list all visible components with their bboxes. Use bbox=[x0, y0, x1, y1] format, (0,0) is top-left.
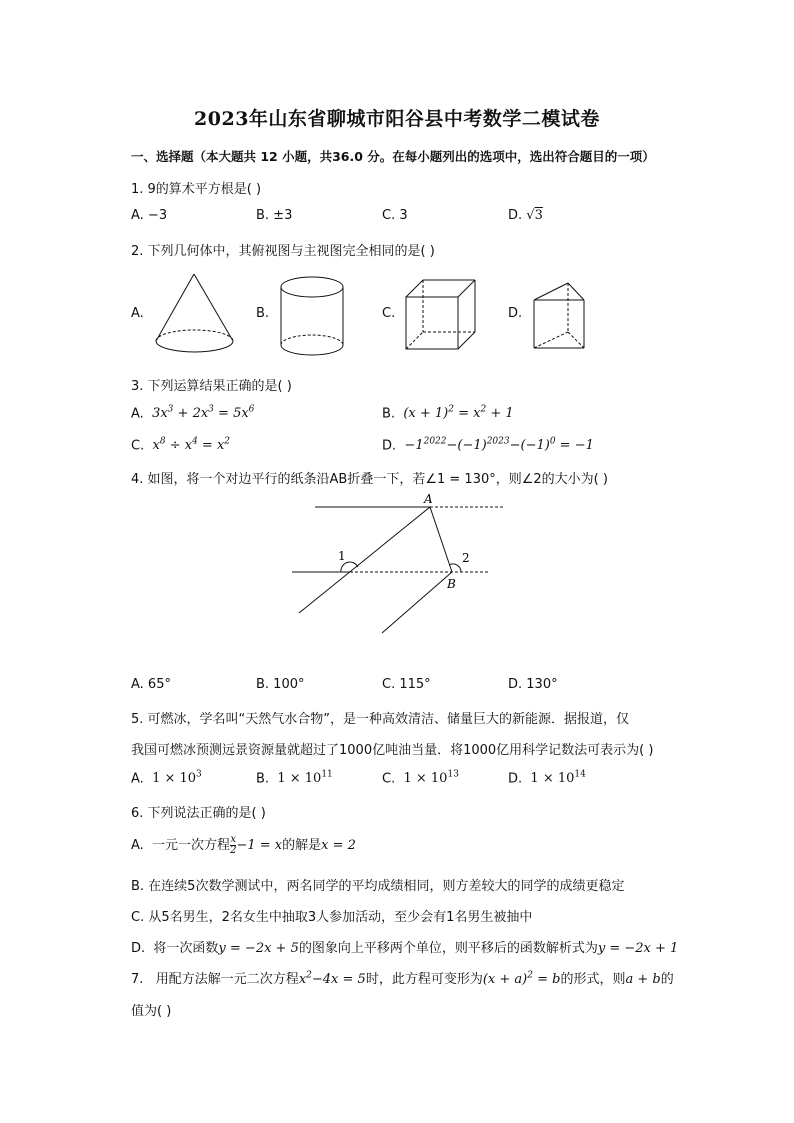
label-2: 2 bbox=[462, 551, 470, 565]
q3-option-a: A. $3x^3 + 2x^3 = 5x^6$ bbox=[131, 405, 255, 422]
q1-option-c: C. 3 bbox=[382, 208, 408, 223]
cylinder-figure bbox=[278, 276, 348, 358]
q1-option-d: D. √3 bbox=[508, 208, 543, 223]
cube-figure bbox=[405, 279, 477, 351]
q6-option-b: B. 在连续5次数学测试中，两名同学的平均成绩相同，则方差较大的同学的成绩更稳定 bbox=[131, 879, 625, 894]
q4-option-a: A. 65° bbox=[131, 677, 171, 692]
q7-line2: 值为( ) bbox=[131, 1004, 172, 1019]
label-b: B bbox=[447, 577, 456, 591]
q5-line1: 5. 可燃冰，学名叫“天然气水合物”，是一种高效清洁、储量巨大的新能源．据报道，仅 bbox=[131, 712, 630, 727]
q3-option-d: D. $-1^{2022}-(-1)^{2023}-(-1)^0 = -1$ bbox=[382, 437, 594, 454]
q4-stem: 4. 如图，将一个对边平行的纸条沿AB折叠一下，若∠1 = 130°，则∠2的大小为( ) bbox=[131, 472, 608, 487]
q4-option-d: D. 130° bbox=[508, 677, 558, 692]
prism-figure bbox=[532, 282, 588, 350]
label-1: 1 bbox=[338, 549, 346, 563]
q4-option-c: C. 115° bbox=[382, 677, 431, 692]
q2-option-d: D. bbox=[508, 306, 523, 321]
q4-fold-figure bbox=[285, 490, 510, 640]
q6-option-d: D. 将一次函数y = −2x + 5的图象向上平移两个单位，则平移后的函数解析式为y = −2x + 1 bbox=[131, 941, 679, 956]
q2-option-c: C. bbox=[382, 306, 396, 321]
section-header: 一、选择题（本大题共 12 小题，共36.0 分。在每小题列出的选项中，选出符合题目的一项） bbox=[131, 149, 655, 164]
cone-figure bbox=[150, 272, 240, 358]
q3-option-b: B. $(x + 1)^2 = x^2 + 1$ bbox=[382, 405, 514, 422]
q5-option-b: B. $1 \times 10^{11}$ bbox=[256, 770, 333, 787]
q7-line1: 7. 用配方法解一元二次方程$x^2-4x = 5$时，此方程可变形为$(x + a)^2 = b$的形式，则a + b的 bbox=[131, 970, 674, 987]
q3-stem: 3. 下列运算结果正确的是( ) bbox=[131, 379, 292, 394]
q1-stem: 1. 9的算术平方根是( ) bbox=[131, 182, 262, 197]
q2-stem: 2. 下列几何体中，其俯视图与主视图完全相同的是( ) bbox=[131, 244, 435, 259]
label-a: A bbox=[424, 492, 433, 506]
q6-option-c: C. 从5名男生，2名女生中抽取3人参加活动，至少会有1名男生被抽中 bbox=[131, 910, 533, 925]
q4-option-b: B. 100° bbox=[256, 677, 305, 692]
q5-line2: 我国可燃冰预测远景资源量就超过了1000亿吨油当量．将1000亿用科学记数法可表示为( ) bbox=[131, 743, 654, 758]
q5-option-d: D. $1 \times 10^{14}$ bbox=[508, 770, 586, 787]
page-title: 2023年山东省聊城市阳谷县中考数学二模试卷 bbox=[194, 108, 600, 130]
q2-option-b: B. bbox=[256, 306, 270, 321]
q2-option-a: A. bbox=[131, 306, 144, 321]
q5-option-a: A. $1 \times 10^3$ bbox=[131, 770, 202, 787]
q1-option-a: A. −3 bbox=[131, 208, 168, 223]
q6-stem: 6. 下列说法正确的是( ) bbox=[131, 806, 266, 821]
q6-option-a: A. 一元一次方程 $\frac{x}{2}$ −1 = x的解是x = 2 bbox=[131, 834, 356, 856]
q5-option-c: C. $1 \times 10^{13}$ bbox=[382, 770, 459, 787]
q1-option-b: B. ±3 bbox=[256, 208, 293, 223]
q3-option-c: C. $x^8 \div x^4 = x^2$ bbox=[131, 437, 231, 454]
